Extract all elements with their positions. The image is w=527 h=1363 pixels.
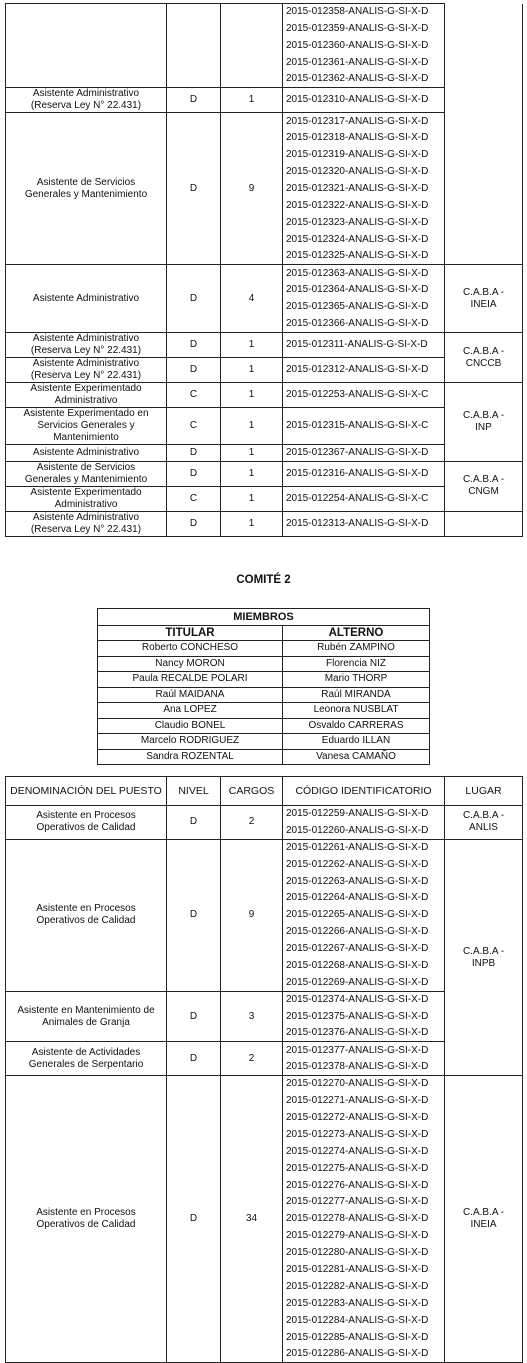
titular-name-cell: Nancy MORON xyxy=(98,656,283,672)
denominacion-cell: Asistente de Servicios Generales y Mantenimiento xyxy=(6,113,167,265)
denominacion-column-header: DENOMINACIÓN DEL PUESTO xyxy=(6,777,167,806)
codigo-cell: 2015-012361-ANALIS-G-SI-X-D xyxy=(283,54,445,71)
nivel-cell: D xyxy=(167,445,221,462)
lugar-cell: C.A.B.A - ANLIS xyxy=(445,806,523,840)
lugar-cell: C.A.B.A - CNGM xyxy=(445,461,523,511)
table-row xyxy=(6,265,523,282)
cargos-cell xyxy=(221,4,283,88)
titular-name-cell: Sandra ROZENTAL xyxy=(98,749,283,765)
codigo-cell: 2015-012323-ANALIS-G-SI-X-D xyxy=(283,214,445,231)
codigo-cell: 2015-012282-ANALIS-G-SI-X-D xyxy=(283,1278,445,1295)
codigo-cell: 2015-012321-ANALIS-G-SI-X-D xyxy=(283,181,445,198)
nivel-cell: D xyxy=(167,991,221,1042)
codigo-cell: 2015-012276-ANALIS-G-SI-X-D xyxy=(283,1177,445,1194)
table-row xyxy=(98,749,430,765)
nivel-cell: C xyxy=(167,408,221,445)
codigo-cell: 2015-012318-ANALIS-G-SI-X-D xyxy=(283,130,445,147)
alterno-name-cell: Raúl MIRANDA xyxy=(283,687,430,703)
denominacion-cell: Asistente Administrativo (Reserva Ley N° 22.431) xyxy=(6,358,167,383)
nivel-cell xyxy=(167,4,221,88)
codigo-cell: 2015-012259-ANALIS-G-SI-X-D xyxy=(283,806,445,823)
nivel-cell: D xyxy=(167,1042,221,1076)
codigo-cell: 2015-012312-ANALIS-G-SI-X-D xyxy=(283,358,445,383)
codigo-cell: 2015-012274-ANALIS-G-SI-X-D xyxy=(283,1143,445,1160)
members-table xyxy=(97,608,430,765)
lugar-cell xyxy=(445,4,523,265)
codigo-cell: 2015-012275-ANALIS-G-SI-X-D xyxy=(283,1160,445,1177)
cargos-cell: 1 xyxy=(221,511,283,536)
denominacion-cell: Asistente Experimentado Administrativo xyxy=(6,383,167,408)
codigo-cell: 2015-012362-ANALIS-G-SI-X-D xyxy=(283,71,445,88)
denominacion-cell: Asistente de Actividades Generales de Serpentario xyxy=(6,1042,167,1076)
lugar-cell xyxy=(445,511,523,536)
codigo-cell: 2015-012374-ANALIS-G-SI-X-D xyxy=(283,991,445,1008)
positions-table xyxy=(5,776,523,1363)
cargos-cell: 1 xyxy=(221,461,283,486)
denominacion-cell: Asistente de Servicios Generales y Mantenimiento xyxy=(6,461,167,486)
lugar-cell: C.A.B.A - INEIA xyxy=(445,1076,523,1363)
codigo-cell: 2015-012377-ANALIS-G-SI-X-D xyxy=(283,1042,445,1059)
cargos-cell: 1 xyxy=(221,88,283,113)
codigo-cell: 2015-012320-ANALIS-G-SI-X-D xyxy=(283,164,445,181)
cargos-cell: 9 xyxy=(221,839,283,991)
lugar-cell: C.A.B.A - CNCCB xyxy=(445,333,523,383)
alterno-column-header: ALTERNO xyxy=(283,626,430,641)
codigo-cell: 2015-012286-ANALIS-G-SI-X-D xyxy=(283,1346,445,1363)
positions-table-continued xyxy=(5,3,523,537)
codigo-cell: 2015-012283-ANALIS-G-SI-X-D xyxy=(283,1295,445,1312)
denominacion-cell: Asistente Administrativo (Reserva Ley N° 22.431) xyxy=(6,333,167,358)
codigo-cell: 2015-012281-ANALIS-G-SI-X-D xyxy=(283,1262,445,1279)
codigo-column-header: CÓDIGO IDENTIFICATORIO xyxy=(283,777,445,806)
cargos-column-header: CARGOS xyxy=(221,777,283,806)
table-row xyxy=(6,4,523,21)
cargos-cell: 1 xyxy=(221,383,283,408)
cargos-cell: 2 xyxy=(221,806,283,840)
codigo-cell: 2015-012261-ANALIS-G-SI-X-D xyxy=(283,839,445,856)
denominacion-cell: Asistente en Mantenimiento de Animales de Granja xyxy=(6,991,167,1042)
denominacion-cell: Asistente en Procesos Operativos de Calidad xyxy=(6,839,167,991)
alterno-name-cell: Osvaldo CARRERAS xyxy=(283,718,430,734)
codigo-cell: 2015-012268-ANALIS-G-SI-X-D xyxy=(283,958,445,975)
cargos-cell: 4 xyxy=(221,265,283,333)
alterno-name-cell: Mario THORP xyxy=(283,672,430,688)
alterno-name-cell: Leonora NUSBLAT xyxy=(283,703,430,719)
nivel-cell: D xyxy=(167,113,221,265)
table-row xyxy=(98,718,430,734)
titular-name-cell: Ana LOPEZ xyxy=(98,703,283,719)
committee-title: COMITÉ 2 xyxy=(236,574,291,586)
table-row xyxy=(98,703,430,719)
codigo-cell: 2015-012285-ANALIS-G-SI-X-D xyxy=(283,1329,445,1346)
nivel-cell: C xyxy=(167,383,221,408)
codigo-cell: 2015-012272-ANALIS-G-SI-X-D xyxy=(283,1110,445,1127)
codigo-cell: 2015-012279-ANALIS-G-SI-X-D xyxy=(283,1228,445,1245)
nivel-cell: D xyxy=(167,806,221,840)
nivel-cell: D xyxy=(167,88,221,113)
lugar-cell: C.A.B.A - INEIA xyxy=(445,265,523,333)
codigo-cell: 2015-012359-ANALIS-G-SI-X-D xyxy=(283,20,445,37)
nivel-cell: D xyxy=(167,511,221,536)
codigo-cell: 2015-012315-ANALIS-G-SI-X-C xyxy=(283,408,445,445)
denominacion-cell: Asistente Experimentado Administrativo xyxy=(6,486,167,511)
table-row xyxy=(6,511,523,536)
codigo-cell: 2015-012316-ANALIS-G-SI-X-D xyxy=(283,461,445,486)
table-row xyxy=(98,687,430,703)
denominacion-cell: Asistente en Procesos Operativos de Calidad xyxy=(6,1076,167,1363)
lugar-column-header: LUGAR xyxy=(445,777,523,806)
positions-table-body xyxy=(6,4,523,537)
codigo-cell: 2015-012311-ANALIS-G-SI-X-D xyxy=(283,333,445,358)
codigo-cell: 2015-012263-ANALIS-G-SI-X-D xyxy=(283,873,445,890)
titular-name-cell: Marcelo RODRIGUEZ xyxy=(98,734,283,750)
titular-name-cell: Raúl MAIDANA xyxy=(98,687,283,703)
nivel-cell: D xyxy=(167,333,221,358)
nivel-cell: C xyxy=(167,486,221,511)
codigo-cell: 2015-012284-ANALIS-G-SI-X-D xyxy=(283,1312,445,1329)
cargos-cell: 3 xyxy=(221,991,283,1042)
codigo-cell: 2015-012324-ANALIS-G-SI-X-D xyxy=(283,231,445,248)
table-row xyxy=(6,333,523,358)
codigo-cell: 2015-012375-ANALIS-G-SI-X-D xyxy=(283,1008,445,1025)
cargos-cell: 1 xyxy=(221,445,283,462)
nivel-cell: D xyxy=(167,358,221,383)
codigo-cell: 2015-012365-ANALIS-G-SI-X-D xyxy=(283,299,445,316)
cargos-cell: 1 xyxy=(221,408,283,445)
nivel-cell: D xyxy=(167,265,221,333)
nivel-cell: D xyxy=(167,839,221,991)
titular-name-cell: Claudio BONEL xyxy=(98,718,283,734)
codigo-cell: 2015-012364-ANALIS-G-SI-X-D xyxy=(283,282,445,299)
codigo-cell: 2015-012266-ANALIS-G-SI-X-D xyxy=(283,924,445,941)
nivel-column-header: NIVEL xyxy=(167,777,221,806)
codigo-cell: 2015-012360-ANALIS-G-SI-X-D xyxy=(283,37,445,54)
members-table-body xyxy=(98,641,430,765)
denominacion-cell xyxy=(6,4,167,88)
table-row xyxy=(6,461,523,486)
cargos-cell: 2 xyxy=(221,1042,283,1076)
nivel-cell: D xyxy=(167,461,221,486)
positions-table-body xyxy=(6,806,523,1363)
codigo-cell: 2015-012317-ANALIS-G-SI-X-D xyxy=(283,113,445,130)
nivel-cell: D xyxy=(167,1076,221,1363)
titular-name-cell: Paula RECALDE POLARI xyxy=(98,672,283,688)
codigo-cell: 2015-012278-ANALIS-G-SI-X-D xyxy=(283,1211,445,1228)
codigo-cell: 2015-012270-ANALIS-G-SI-X-D xyxy=(283,1076,445,1093)
table-row xyxy=(98,734,430,750)
codigo-cell: 2015-012313-ANALIS-G-SI-X-D xyxy=(283,511,445,536)
codigo-cell: 2015-012325-ANALIS-G-SI-X-D xyxy=(283,248,445,265)
table-row xyxy=(6,383,523,408)
denominacion-cell: Asistente Experimentado en Servicios Generales y Mantenimiento xyxy=(6,408,167,445)
alterno-name-cell: Florencia NIZ xyxy=(283,656,430,672)
members-header: MIEMBROS xyxy=(98,609,430,626)
codigo-cell: 2015-012367-ANALIS-G-SI-X-D xyxy=(283,445,445,462)
codigo-cell: 2015-012280-ANALIS-G-SI-X-D xyxy=(283,1245,445,1262)
codigo-cell: 2015-012254-ANALIS-G-SI-X-C xyxy=(283,486,445,511)
denominacion-cell: Asistente Administrativo (Reserva Ley N° 22.431) xyxy=(6,511,167,536)
codigo-cell: 2015-012358-ANALIS-G-SI-X-D xyxy=(283,4,445,21)
codigo-cell: 2015-012378-ANALIS-G-SI-X-D xyxy=(283,1059,445,1076)
alterno-name-cell: Eduardo ILLAN xyxy=(283,734,430,750)
codigo-cell: 2015-012262-ANALIS-G-SI-X-D xyxy=(283,856,445,873)
table-row xyxy=(98,641,430,657)
cargos-cell: 9 xyxy=(221,113,283,265)
codigo-cell: 2015-012264-ANALIS-G-SI-X-D xyxy=(283,890,445,907)
alterno-name-cell: Vanesa CAMAÑO xyxy=(283,749,430,765)
table-row xyxy=(6,839,523,856)
codigo-cell: 2015-012310-ANALIS-G-SI-X-D xyxy=(283,88,445,113)
codigo-cell: 2015-012271-ANALIS-G-SI-X-D xyxy=(283,1093,445,1110)
denominacion-cell: Asistente en Procesos Operativos de Calidad xyxy=(6,806,167,840)
lugar-cell: C.A.B.A - INPB xyxy=(445,839,523,1075)
codigo-cell: 2015-012265-ANALIS-G-SI-X-D xyxy=(283,907,445,924)
lugar-cell: C.A.B.A - INP xyxy=(445,383,523,462)
cargos-cell: 34 xyxy=(221,1076,283,1363)
codigo-cell: 2015-012277-ANALIS-G-SI-X-D xyxy=(283,1194,445,1211)
titular-name-cell: Roberto CONCHESO xyxy=(98,641,283,657)
cargos-cell: 1 xyxy=(221,358,283,383)
codigo-cell: 2015-012366-ANALIS-G-SI-X-D xyxy=(283,316,445,333)
denominacion-cell: Asistente Administrativo xyxy=(6,445,167,462)
codigo-cell: 2015-012363-ANALIS-G-SI-X-D xyxy=(283,265,445,282)
codigo-cell: 2015-012253-ANALIS-G-SI-X-C xyxy=(283,383,445,408)
table-row xyxy=(6,1076,523,1093)
alterno-name-cell: Rubén ZAMPINO xyxy=(283,641,430,657)
table-row xyxy=(98,672,430,688)
codigo-cell: 2015-012322-ANALIS-G-SI-X-D xyxy=(283,197,445,214)
cargos-cell: 1 xyxy=(221,486,283,511)
table-row xyxy=(6,806,523,823)
codigo-cell: 2015-012269-ANALIS-G-SI-X-D xyxy=(283,974,445,991)
codigo-cell: 2015-012260-ANALIS-G-SI-X-D xyxy=(283,822,445,839)
codigo-cell: 2015-012267-ANALIS-G-SI-X-D xyxy=(283,941,445,958)
titular-column-header: TITULAR xyxy=(98,626,283,641)
codigo-cell: 2015-012319-ANALIS-G-SI-X-D xyxy=(283,147,445,164)
denominacion-cell: Asistente Administrativo (Reserva Ley N° 22.431) xyxy=(6,88,167,113)
cargos-cell: 1 xyxy=(221,333,283,358)
codigo-cell: 2015-012376-ANALIS-G-SI-X-D xyxy=(283,1025,445,1042)
codigo-cell: 2015-012273-ANALIS-G-SI-X-D xyxy=(283,1126,445,1143)
denominacion-cell: Asistente Administrativo xyxy=(6,265,167,333)
table-row xyxy=(98,656,430,672)
